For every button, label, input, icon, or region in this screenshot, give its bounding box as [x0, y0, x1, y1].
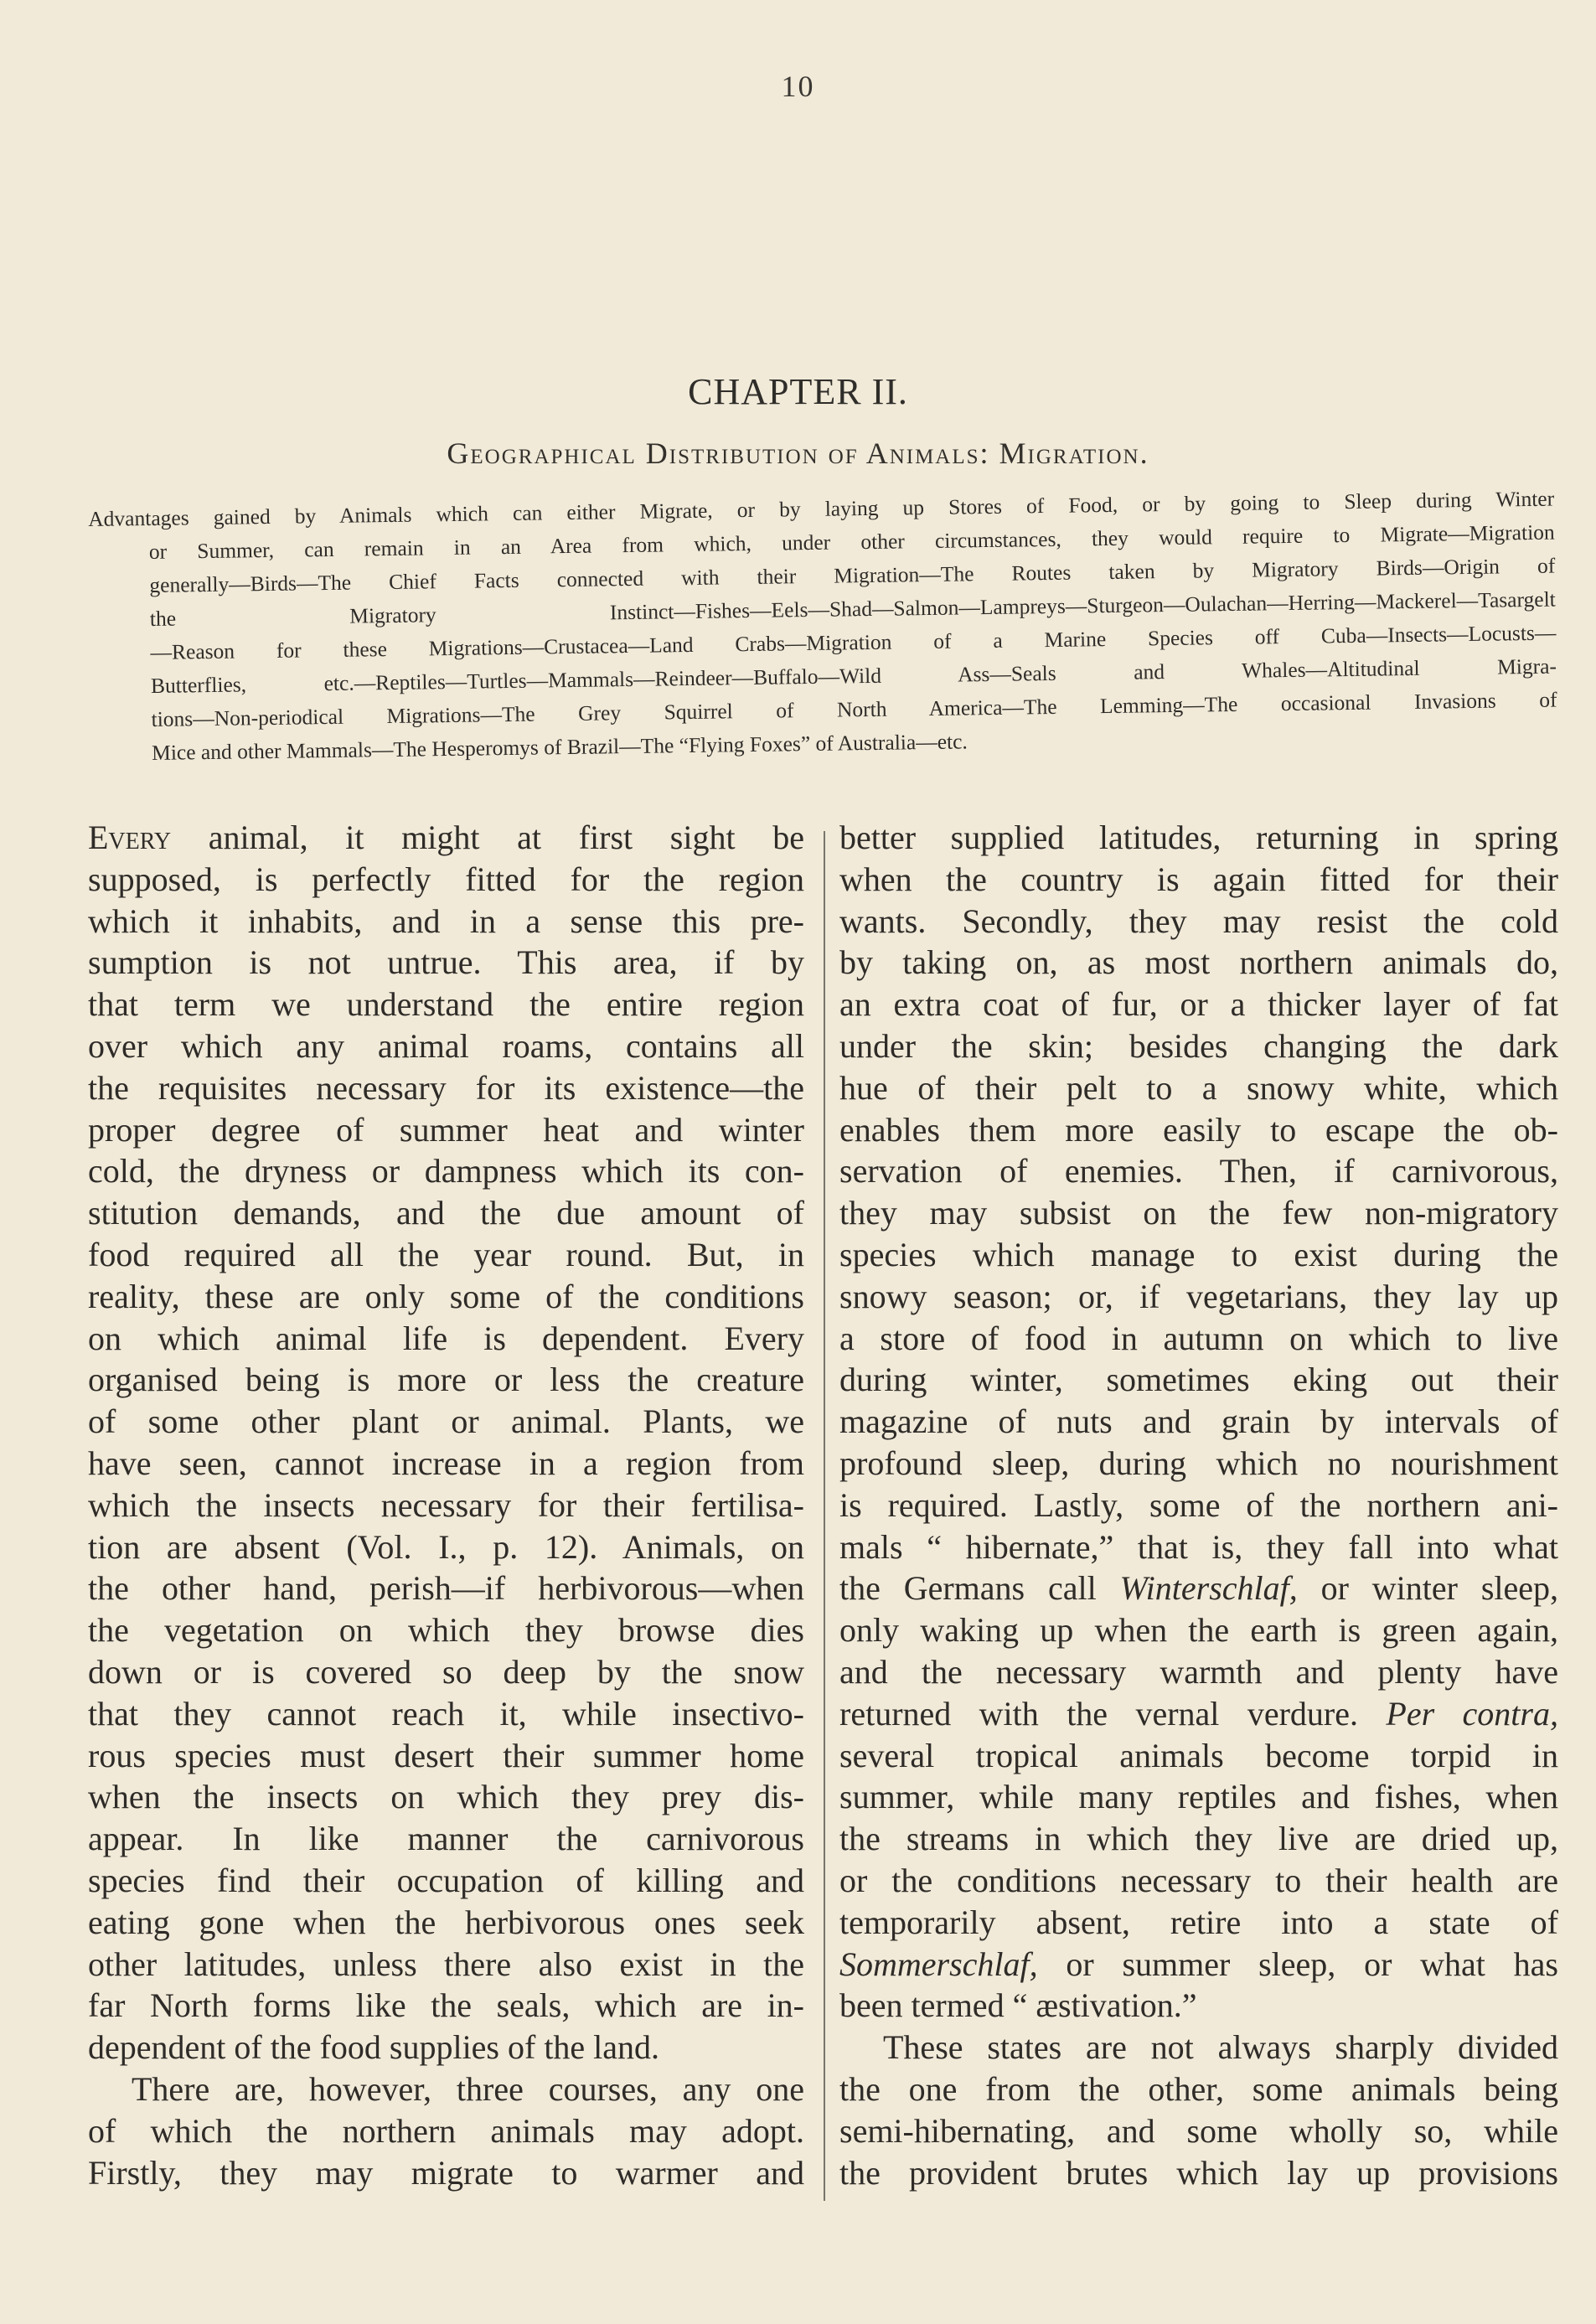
synopsis-line: generally—Birds—The Chief Facts connected with their Migration—The Routes taken by Migratory Birds—Origin of — [149, 553, 1556, 597]
text-line: of which the northern animals may adopt. — [88, 2111, 804, 2150]
text-line: species find their occupation of killing and — [88, 1861, 804, 1899]
text-line: which the insects necessary for their fertilisa- — [88, 1485, 804, 1524]
text-line: the requisites necessary for its existence—the — [88, 1068, 804, 1107]
text-line: that term we understand the entire region — [88, 985, 804, 1024]
text-line: during winter, sometimes eking out their — [839, 1361, 1558, 1399]
column-divider — [824, 831, 825, 2201]
text-line: mals “ hibernate,” that is, they fall into what — [839, 1527, 1558, 1566]
text-line: an extra coat of fur, or a thicker layer of fat — [839, 985, 1558, 1024]
text-line: on which animal life is dependent. Every — [88, 1319, 804, 1357]
text-line: appear. In like manner the carnivorous — [88, 1820, 804, 1858]
synopsis-line: Butterflies, etc.—Reptiles—Turtles—Mammals—Reindeer—Buffalo—Wild Ass—Seals and Whales—Altitudinal Migra- — [150, 653, 1557, 698]
chapter-title: Geographical Distribution of Animals: Migration. — [447, 436, 1149, 470]
text-line: other latitudes, unless there also exist in the — [88, 1944, 804, 1983]
text-line: magazine of nuts and grain by intervals of — [839, 1402, 1558, 1441]
text-line: summer, while many reptiles and fishes, when — [839, 1778, 1558, 1816]
text-line: proper degree of summer heat and winter — [88, 1110, 804, 1149]
left-column — [88, 817, 804, 2193]
text-line: the streams in which they live are dried up, — [839, 1820, 1558, 1858]
drop-word: Every — [88, 819, 172, 856]
text-line: organised being is more or less the creature — [88, 1361, 804, 1399]
right-column — [839, 817, 1558, 2193]
text-line: have seen, cannot increase in a region from — [88, 1443, 804, 1482]
text-line: These states are not always sharply divided — [883, 2028, 1558, 2067]
text-line: when the country is again fitted for their — [839, 860, 1558, 898]
text-line: the provident brutes which lay up provisions — [839, 2153, 1558, 2192]
text-line: food required all the year round. But, in — [88, 1235, 804, 1273]
text-line: and the necessary warmth and plenty have — [839, 1652, 1558, 1691]
text-line: far North forms like the seals, which are in- — [88, 1986, 804, 2025]
text-line: the other hand, perish—if herbivorous—when — [88, 1569, 804, 1608]
text-line: enables them more easily to escape the ob- — [839, 1110, 1558, 1149]
text-line: stitution demands, and the due amount of — [88, 1194, 804, 1232]
text-line: over which any animal roams, contains all — [88, 1026, 804, 1065]
text-line: better supplied latitudes, returning in spring — [839, 819, 1558, 856]
text-line: sumption is not untrue. This area, if by — [88, 943, 804, 982]
text-line — [839, 1944, 1558, 1986]
text-line: reality, these are only some of the conditions — [88, 1277, 804, 1315]
text-line: which it inhabits, and in a sense this pre- — [88, 901, 804, 940]
text-fragment: animal, it might at first sight be — [171, 819, 804, 856]
text-fragment: or winter sleep, — [1297, 1569, 1559, 1608]
text-line: There are, however, three courses, any one — [132, 2069, 804, 2108]
text-line: is required. Lastly, some of the northern ani- — [839, 1485, 1558, 1524]
text-line: by taking on, as most northern animals do, — [839, 943, 1558, 982]
synopsis-line: the Migratory Instinct—Fishes—Eels—Shad—Salmon—Lampreys—Sturgeon—Oulachan—Herring—Mackerel—Tasargelt — [149, 586, 1556, 631]
text-line: only waking up when the earth is green again, — [839, 1611, 1558, 1650]
text-line: or the conditions necessary to their health are — [839, 1861, 1558, 1899]
synopsis-line: tions—Non-periodical Migrations—The Grey Squirrel of North America—The Lemming—The occasional Invasions of — [151, 687, 1557, 731]
synopsis-line: —Reason for these Migrations—Crustacea—Land Crabs—Migration of a Marine Species off Cuba—Insects—Locusts— — [150, 620, 1557, 664]
page-number: 10 — [781, 70, 815, 103]
text-line: snowy season; or, if vegetarians, they lay up — [839, 1277, 1558, 1315]
text-fragment: returned with the vernal verdure. — [839, 1694, 1387, 1733]
text-line: a store of food in autumn on which to live — [839, 1319, 1558, 1357]
text-line: rous species must desert their summer home — [88, 1736, 804, 1774]
chapter-synopsis — [88, 483, 1557, 771]
text-line: dependent of the food supplies of the land. — [88, 2028, 660, 2067]
synopsis-line: Advantages gained by Animals which can either Migrate, or by laying up Stores of Food, or by going to Sleep during Winter — [88, 486, 1555, 531]
text-line: supposed, is perfectly fitted for the region — [88, 860, 804, 898]
text-line: under the skin; besides changing the dark — [839, 1026, 1558, 1065]
text-line: down or is covered so deep by the snow — [88, 1652, 804, 1691]
text-line: of some other plant or animal. Plants, we — [88, 1402, 804, 1441]
italic-term: Sommerschlaf, — [839, 1944, 1038, 1983]
text-line: species which manage to exist during the — [839, 1235, 1558, 1273]
text-line: semi-hibernating, and some wholly so, while — [839, 2111, 1558, 2150]
text-line: Firstly, they may migrate to warmer and — [88, 2153, 804, 2192]
text-line — [839, 1567, 1558, 1609]
text-line: wants. Secondly, they may resist the cold — [839, 901, 1558, 940]
text-fragment: the Germans call — [839, 1569, 1120, 1608]
text-line: servation of enemies. Then, if carnivorous, — [839, 1152, 1558, 1190]
text-line: they may subsist on the few non-migratory — [839, 1194, 1558, 1232]
text-line: hue of their pelt to a snowy white, which — [839, 1068, 1558, 1107]
text-line: been termed “ æstivation.” — [839, 1986, 1197, 2025]
text-fragment: or summer sleep, or what has — [1037, 1944, 1558, 1983]
text-line: tion are absent (Vol. I., p. 12). Animals, on — [88, 1527, 804, 1566]
text-line: profound sleep, during which no nourishment — [839, 1443, 1558, 1482]
text-line: when the insects on which they prey dis- — [88, 1778, 804, 1816]
synopsis-line: or Summer, can remain in an Area from which, under other circumstances, they would require to Migrate—Migration — [148, 519, 1555, 564]
text-line: the one from the other, some animals being — [839, 2069, 1558, 2108]
italic-term: Per contra, — [1386, 1694, 1558, 1733]
text-line — [88, 817, 804, 859]
text-line: cold, the dryness or dampness which its con- — [88, 1152, 804, 1190]
synopsis-line: Mice and other Mammals—The Hesperomys of Brazil—The “Flying Foxes” of Australia—etc. — [151, 729, 968, 765]
text-line: temporarily absent, retire into a state of — [839, 1903, 1558, 1941]
italic-term: Winterschlaf, — [1119, 1569, 1298, 1608]
text-line: the vegetation on which they browse dies — [88, 1611, 804, 1650]
text-line — [839, 1693, 1558, 1735]
text-line: that they cannot reach it, while insectivo- — [88, 1694, 804, 1733]
text-line: several tropical animals become torpid in — [839, 1736, 1558, 1774]
chapter-heading: CHAPTER II. — [688, 371, 908, 412]
text-line: eating gone when the herbivorous ones seek — [88, 1903, 804, 1941]
